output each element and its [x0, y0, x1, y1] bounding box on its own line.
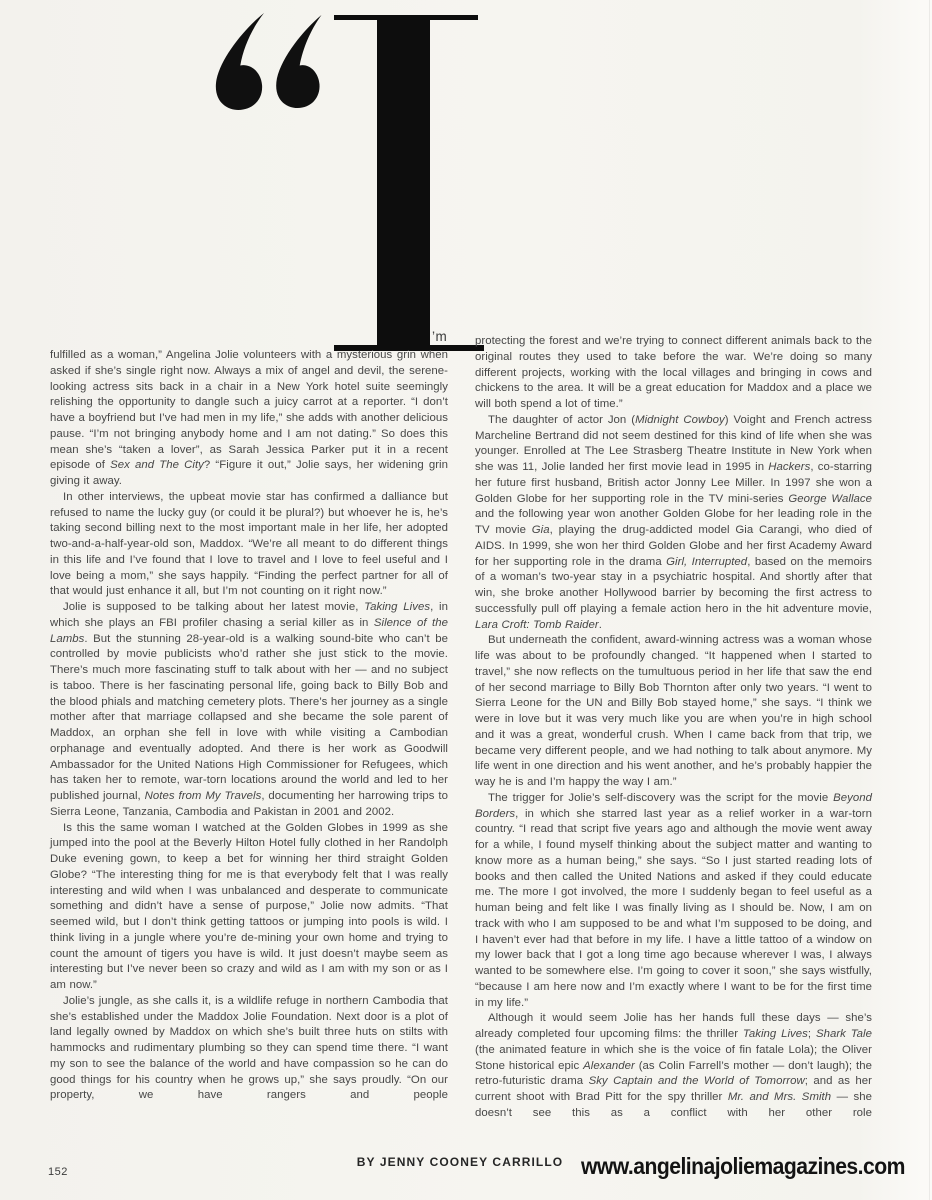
- text-run: and the following year won another Golden Globe for her leading role in the TV movie: [475, 508, 872, 536]
- text-run: protecting the forest and we’re trying to connect different animals back to the original routes they used to take before the war. We’re doing so many different projects, working with the local villages and bringing in cows and chickens to the area. It will be a great education for Maddox and a place we will both spend a lot of time.”: [475, 335, 872, 410]
- paragraph: [50, 994, 448, 1104]
- text-run: ;: [807, 1028, 816, 1040]
- italic-text-run: Sex and The City: [110, 459, 204, 472]
- dropcap-stem: [377, 19, 430, 348]
- article-column-right: [475, 334, 872, 1122]
- text-run: But underneath the confident, award-winning actress was a woman whose life was about to be profoundly changed. “It happened when I started to travel,” she now reflects on the tumultuous period in her life that saw the end of her second marriage to Billy Bob Thornton after only two years. “I went to Sierra Leone for the UN and Billy Bob stayed home,” she says. “I think we were in love but it was very much like you are when you’re in high school and it was a great, wonderful crush. When I came back from that trip, we became very different people, and we had nothing to talk about anymore. My life went in one direction and his went another, and he’s probably happier the way he is and I’m happy the way I am.”: [475, 634, 872, 788]
- italic-text-run: Beyond Borders: [475, 791, 872, 820]
- paragraph: [50, 490, 448, 600]
- text-run: , playing the drug-addicted model Gia Carangi, who died of AIDS. In 1999, she won her third Golden Globe and her first Academy Award for her supporting role in the drama: [475, 524, 872, 568]
- italic-text-run: Alexander: [583, 1059, 635, 1072]
- paragraph: [475, 791, 872, 1012]
- italic-text-run: Girl, Interrupted: [666, 555, 748, 568]
- paragraph: [475, 334, 872, 413]
- text-run: .: [598, 618, 602, 631]
- italic-text-run: Taking Lives: [364, 601, 431, 613]
- text-run: ? “Figure it out,” Jolie says, her widening grin giving it away.: [50, 459, 449, 487]
- text-run: fulfilled as a woman,” Angelina Jolie volunteers with a mysterious grin when asked if she’s single right now. Always a mix of angel and devil, the serene-looking actress sits back in a chair in a New York hotel suite seemingly relishing the opportunity to dangle such a juicy carrot at a reporter. “I don’t have a boyfriend but I’ve had men in my life,” she adds with another delicious pause. “I’m not bringing anybody home and I am not dating.” So does this mean she’s “taken a lover”, as Sarah Jessica Parker put it in a recent episode of: [50, 349, 448, 472]
- italic-text-run: Sky Captain and the World of Tomorrow: [588, 1075, 805, 1088]
- text-run: . But the stunning 28-year-old is a walking sound-bite who can’t be controlled by movie publicists who’d rather she just stick to the movie. There’s much more fascinating stuff to talk about with her — and no subject is taboo. There is her fascinating personal life, going back to Billy Bob and the blood phials and matching cemetery plots. There’s her journey as a single mother after that marriage collapsed and she became the sole parent of Maddox, an orphan she fell in love with while visiting a Cambodian orphanage and eventually adopted. And there is her work as Goodwill Ambassador for the United Nations High Commissioner for Refugees, which has taken her to remote, war-torn locations around the world and led to her published journal,: [50, 632, 448, 802]
- text-run: Jolie’s jungle, as she calls it, is a wildlife refuge in northern Cambodia that she’s established under the Maddox Jolie Foundation. Next door is a plot of land legally owned by Maddox on which she’s built three huts on stilts with hammocks and rudimentary plumbing so they can spend time there. “I want my son to see the balance of the world and have compassion so he can do good things for his country when he grows up,” she says proudly. “On our property, we have rangers and people: [50, 994, 448, 1102]
- paragraph: [50, 600, 448, 821]
- italic-text-run: Hackers: [768, 461, 811, 473]
- article-column-left: [50, 348, 448, 1104]
- paragraph: [475, 1011, 872, 1121]
- text-run: , co-starring her future first husband, British actor Jonny Lee Miller. In 1997 she won a Golden Globe for her supporting role in the TV mini-series: [475, 461, 872, 505]
- text-run: , in which she starred last year as a relief worker in a war-torn country. “I read that script five years ago and although the movie went away for a while, I found myself thinking about the subject matter and wanting to know more as a human being,” she says. “So I just started reading lots of books and then called the United Nations and asked if they could educate me. The more I got involved, the more I suddenly began to feel useful as a human being and felt like I was finally living as I should be. Now, I am on track with who I am supposed to be and what I’m supposed to be doing, and I haven’t ever had that before in my life. I have a little tattoo of a window on my lower back that I got a long time ago because wherever I was, I always wanted to be somewhere else. I’m going to cover it soon,” she says wistfully, “because I am here now and I’m exactly where I want to be for the first time in my life.”: [475, 807, 872, 1009]
- text-run: Is this the same woman I watched at the Golden Globes in 1999 as she jumped into the pool at the Beverly Hilton Hotel fully clothed in her Randolph Duke evening gown, to keep a bet for winning her third straight Golden Globe? “The interesting thing for me is that everybody felt that I was really interesting and wild when I was unbalanced and desperate to communicate something and didn’t have a sense of purpose,” Jolie now admits. “That seemed wild, but I don’t think getting tattoos or jumping into pools is wild. I think living in a jungle where you’re de-mining your own home and trying to count the amount of tigers you have is wild. It just doesn’t maybe seem as interesting but I’ve never been so crazy and wild as I am with my son or as I am now.”: [50, 821, 448, 991]
- italic-text-run: Lara Croft: Tomb Raider: [475, 618, 599, 631]
- text-run: (as Colin Farrell’s mother — don’t laugh); the retro-futuristic drama: [475, 1059, 872, 1088]
- text-run: Jolie is supposed to be talking about her latest movie,: [63, 601, 365, 613]
- dropcap-letter-i: [334, 15, 478, 351]
- text-run: — she doesn’t see this as a conflict with her other role: [475, 1091, 872, 1119]
- italic-text-run: Gia: [531, 524, 550, 536]
- text-run: In other interviews, the upbeat movie star has confirmed a dalliance but refused to name the lucky guy (or could it be plural?) but whoever he is, he’s taking second billing next to the most important male in her life, her adopted two-and-a-half-year-old son, Maddox. “We’re all meant to do different things in this life and I’ve found that I love to travel and I love to feel useful and I love being a mom,” she says happily. “Finding the perfect partner for all of that would just enhance it all, but I’m not counting on it right now.”: [50, 490, 448, 598]
- text-run: , documenting her harrowing trips to Sierra Leone, Tanzania, Cambodia and Pakistan in 2001 and 2002.: [50, 790, 448, 818]
- italic-text-run: Midnight Cowboy: [635, 413, 725, 426]
- page-number: 152: [48, 1166, 68, 1178]
- text-run: The daughter of actor Jon (: [488, 413, 636, 426]
- italic-text-run: Mr. and Mrs. Smith: [727, 1091, 832, 1103]
- italic-text-run: Taking Lives: [742, 1028, 808, 1040]
- italic-text-run: Shark Tale: [815, 1028, 872, 1040]
- text-run: The trigger for Jolie’s self-discovery was the script for the movie: [488, 791, 834, 804]
- paragraph: [475, 633, 872, 791]
- text-run: , in which she plays an FBI profiler chasing a serial killer as in: [50, 601, 448, 629]
- paragraph: [475, 413, 872, 634]
- text-run: Although it would seem Jolie has her hands full these days — she’s already completed four upcoming films: the thriller: [475, 1012, 872, 1040]
- paragraph: [50, 348, 448, 490]
- text-run: (the animated feature in which she is the voice of fin fatale Lola); the Oliver Stone historical epic: [475, 1043, 872, 1072]
- text-run: ) Voight and French actress Marcheline Bertrand did not seem destined for this kind of life when she was younger. Enrolled at The Lee Strasberg Theatre Institute in New York when she was 11, Jolie landed her first movie lead in 1995 in: [475, 413, 872, 473]
- paragraph: [50, 821, 448, 994]
- italic-text-run: George Wallace: [788, 492, 873, 505]
- website-watermark: www.angelinajoliemagazines.com: [581, 1153, 905, 1179]
- italic-text-run: Notes from My Travels: [144, 790, 262, 802]
- byline: BY JENNY COONEY CARRILLO: [356, 1155, 564, 1169]
- italic-text-run: Silence of the Lambs: [50, 616, 448, 645]
- text-run: ; and as her current shoot with Brad Pitt for the spy thriller: [475, 1075, 873, 1103]
- open-double-quote-icon: [214, 12, 324, 111]
- dropcap-suffix: ’m: [432, 329, 448, 344]
- text-run: , based on the memoirs of a woman’s two-year stay in a psychiatric hospital. And shortly after that win, she broke another Hollywood barrier by becoming the first actress to successfully pull off playing a female action hero in the hit adventure movie,: [475, 555, 872, 615]
